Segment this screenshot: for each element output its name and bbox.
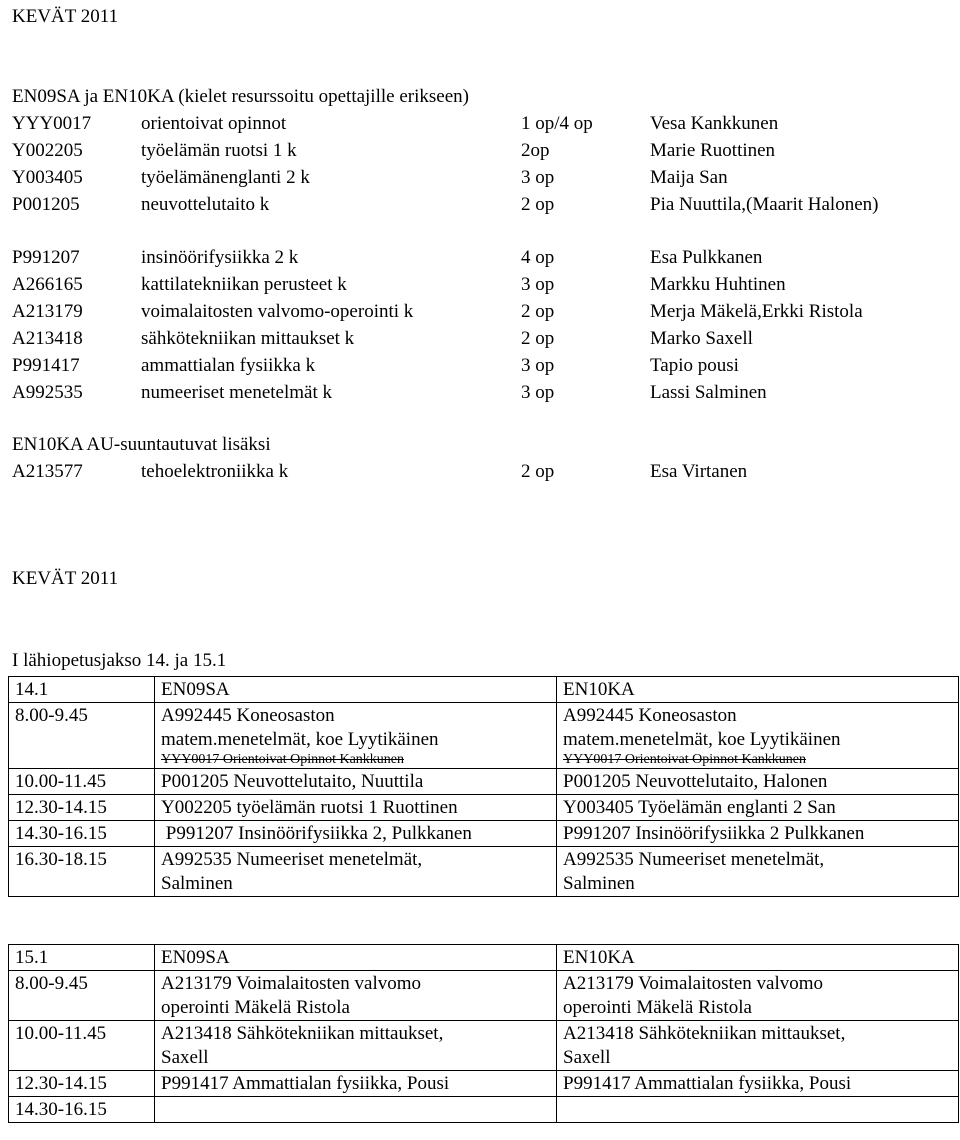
date-cell: 14.1 (9, 677, 155, 703)
date-cell: 15.1 (9, 945, 155, 971)
time-cell: 14.30-16.15 (9, 821, 155, 847)
lesson-line: matem.menetelmät, koe Lyytikäinen (563, 729, 841, 750)
course-credits: 3 op (521, 382, 555, 403)
lesson-line: Salminen (563, 873, 635, 894)
course-credits: 3 op (521, 167, 555, 188)
lesson-line: Saxell (161, 1047, 209, 1068)
lesson-cell (155, 847, 557, 897)
group-header: EN09SA (155, 945, 557, 971)
course-row (12, 299, 952, 325)
table-row (9, 703, 959, 769)
lesson-cell: P991207 Insinöörifysiikka 2, Pulkkanen (155, 821, 557, 847)
course-teacher: Vesa Kankkunen (650, 113, 779, 134)
table-row (9, 1021, 959, 1071)
schedule-table-day2 (8, 944, 959, 1123)
course-row (12, 138, 952, 164)
course-code: Y002205 (12, 140, 83, 161)
course-name: kattilatekniikan perusteet k (141, 274, 347, 295)
table-header-row (9, 677, 959, 703)
course-credits: 3 op (521, 274, 555, 295)
lesson-cell (155, 1021, 557, 1071)
lesson-line: A213418 Sähkötekniikan mittaukset, (563, 1023, 846, 1044)
lesson-cell: P991417 Ammattialan fysiikka, Pousi (557, 1071, 959, 1097)
course-code: A992535 (12, 382, 83, 403)
schedule-table-day1 (8, 676, 959, 897)
course-row (12, 245, 952, 271)
lesson-line: A992445 Koneosaston (161, 705, 335, 726)
course-code: Y003405 (12, 167, 83, 188)
lesson-cell: P001205 Neuvottelutaito, Halonen (557, 769, 959, 795)
course-row (12, 272, 952, 298)
course-teacher: Marie Ruottinen (650, 140, 776, 161)
table-row (9, 1071, 959, 1097)
group-header: EN10KA (557, 945, 959, 971)
time-cell: 12.30-14.15 (9, 1071, 155, 1097)
course-code: A213577 (12, 461, 83, 482)
lesson-line: A213179 Voimalaitosten valvomo (563, 973, 824, 994)
en10ka-heading: EN10KA AU-suuntautuvat lisäksi (12, 434, 271, 455)
lesson-cell (155, 971, 557, 1021)
time-cell: 8.00-9.45 (9, 703, 155, 769)
lesson-line: A992445 Koneosaston (563, 705, 737, 726)
lesson-line: A213179 Voimalaitosten valvomo (161, 973, 422, 994)
lesson-cell (557, 1097, 959, 1123)
intro-line: EN09SA ja EN10KA (kielet resurssoitu opettajille erikseen) (12, 86, 469, 107)
group-header: EN09SA (155, 677, 557, 703)
course-code: YYY0017 (12, 113, 92, 134)
schedule-heading: KEVÄT 2011 (12, 568, 119, 589)
course-name: työelämänenglanti 2 k (141, 167, 310, 188)
lesson-cell (557, 971, 959, 1021)
time-cell: 14.30-16.15 (9, 1097, 155, 1123)
course-code: P001205 (12, 194, 80, 215)
lesson-cell (557, 847, 959, 897)
struck-lesson: YYY0017 Orientoivat Opinnot Kankkunen (563, 752, 807, 767)
time-cell: 12.30-14.15 (9, 795, 155, 821)
time-cell: 10.00-11.45 (9, 769, 155, 795)
lesson-line: A213418 Sähkötekniikan mittaukset, (161, 1023, 444, 1044)
course-code: A213179 (12, 301, 83, 322)
course-name: insinöörifysiikka 2 k (141, 247, 299, 268)
table-header-row (9, 945, 959, 971)
course-name: tehoelektroniikka k (141, 461, 289, 482)
lesson-cell: Y002205 työelämän ruotsi 1 Ruottinen (155, 795, 557, 821)
lesson-line: A992535 Numeeriset menetelmät, (161, 849, 423, 870)
lesson-line: Salminen (161, 873, 233, 894)
lesson-line: A992535 Numeeriset menetelmät, (563, 849, 825, 870)
course-credits: 3 op (521, 355, 555, 376)
course-row (12, 192, 952, 218)
struck-lesson: YYY0017 Orientoivat Opinnot Kankkunen (161, 752, 405, 767)
course-teacher: Merja Mäkelä,Erkki Ristola (650, 301, 863, 322)
table-row (9, 769, 959, 795)
course-name: neuvottelutaito k (141, 194, 270, 215)
course-code: P991417 (12, 355, 80, 376)
course-credits: 2 op (521, 461, 555, 482)
time-cell: 16.30-18.15 (9, 847, 155, 897)
course-row (12, 326, 952, 352)
course-credits: 2op (521, 140, 550, 161)
course-credits: 1 op/4 op (521, 113, 593, 134)
lesson-cell: Y003405 Työelämän englanti 2 San (557, 795, 959, 821)
course-name: työelämän ruotsi 1 k (141, 140, 297, 161)
time-cell: 8.00-9.45 (9, 971, 155, 1021)
lesson-cell (557, 1021, 959, 1071)
lesson-line: operointi Mäkelä Ristola (563, 997, 752, 1018)
course-credits: 4 op (521, 247, 555, 268)
course-name: numeeriset menetelmät k (141, 382, 332, 403)
course-row (12, 165, 952, 191)
table-row (9, 1097, 959, 1123)
lesson-cell (155, 1097, 557, 1123)
course-code: A266165 (12, 274, 83, 295)
page-heading: KEVÄT 2011 (12, 6, 119, 27)
table-row (9, 847, 959, 897)
course-code: P991207 (12, 247, 80, 268)
course-teacher: Pia Nuuttila,(Maarit Halonen) (650, 194, 879, 215)
lesson-cell (155, 703, 557, 769)
course-teacher: Esa Pulkkanen (650, 247, 763, 268)
lesson-line: Saxell (563, 1047, 611, 1068)
lesson-line: operointi Mäkelä Ristola (161, 997, 350, 1018)
course-name: voimalaitosten valvomo-operointi k (141, 301, 414, 322)
course-credits: 2 op (521, 301, 555, 322)
course-name: ammattialan fysiikka k (141, 355, 316, 376)
course-row (12, 111, 952, 137)
course-teacher: Maija San (650, 167, 728, 188)
course-code: A213418 (12, 328, 83, 349)
course-row (12, 459, 952, 485)
course-teacher: Tapio pousi (650, 355, 739, 376)
lesson-cell: P001205 Neuvottelutaito, Nuuttila (155, 769, 557, 795)
period-title: I lähiopetusjakso 14. ja 15.1 (12, 650, 227, 671)
table-row (9, 821, 959, 847)
course-row (12, 380, 952, 406)
table-row (9, 971, 959, 1021)
lesson-cell: P991417 Ammattialan fysiikka, Pousi (155, 1071, 557, 1097)
lesson-cell (557, 703, 959, 769)
lesson-cell: P991207 Insinöörifysiikka 2 Pulkkanen (557, 821, 959, 847)
time-cell: 10.00-11.45 (9, 1021, 155, 1071)
group-header: EN10KA (557, 677, 959, 703)
course-teacher: Marko Saxell (650, 328, 753, 349)
course-credits: 2 op (521, 328, 555, 349)
course-teacher: Lassi Salminen (650, 382, 767, 403)
course-teacher: Esa Virtanen (650, 461, 748, 482)
course-teacher: Markku Huhtinen (650, 274, 786, 295)
lesson-line: matem.menetelmät, koe Lyytikäinen (161, 729, 439, 750)
course-credits: 2 op (521, 194, 555, 215)
course-name: sähkötekniikan mittaukset k (141, 328, 355, 349)
course-row (12, 353, 952, 379)
table-row (9, 795, 959, 821)
course-name: orientoivat opinnot (141, 113, 287, 134)
